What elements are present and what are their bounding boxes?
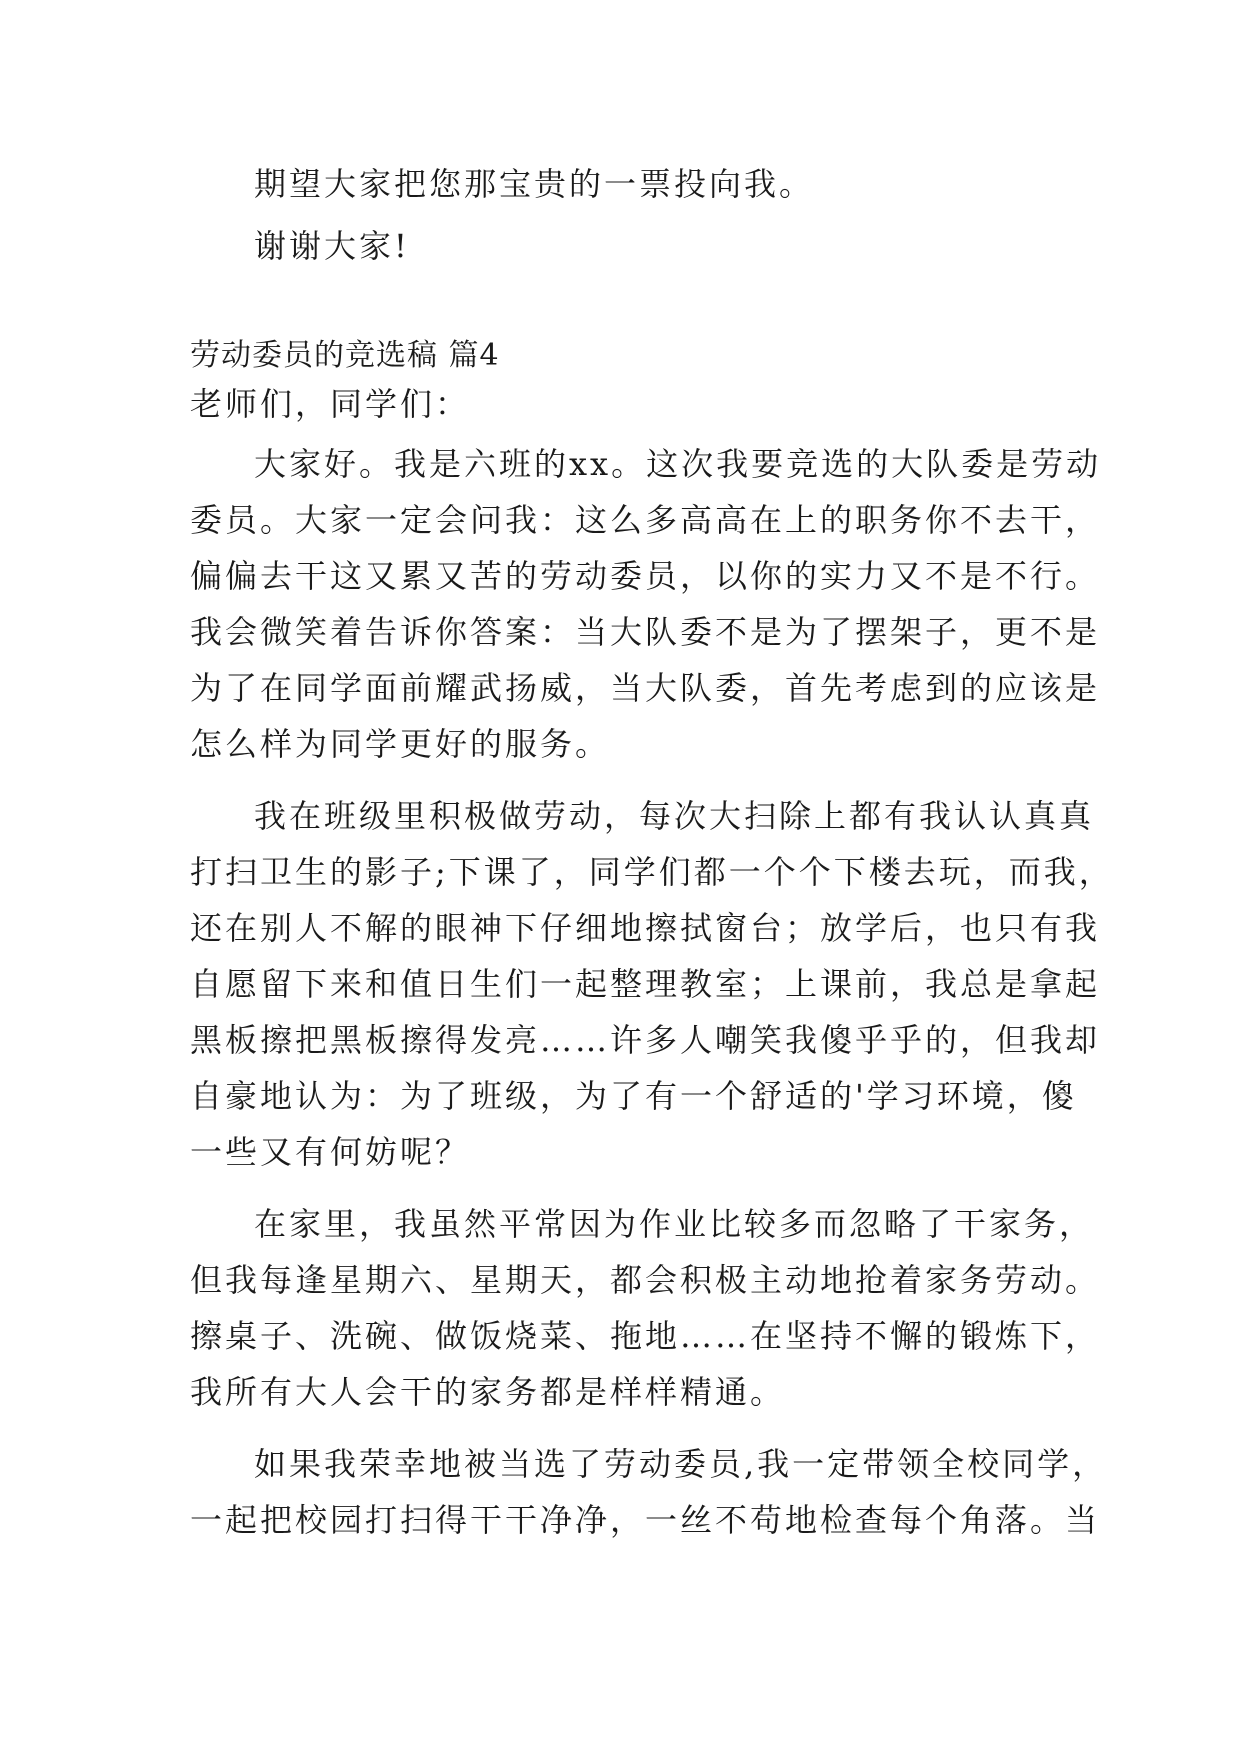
paragraph-line: 但我每逢星期六、星期天，都会积极主动地抢着家务劳动。 [190, 1261, 1101, 1299]
paragraph-line: 还在别人不解的眼神下仔细地擦拭窗台；放学后，也只有我 [190, 909, 1101, 947]
paragraph-line: 一起把校园打扫得干干净净，一丝不苟地检查每个角落。当 [190, 1501, 1101, 1539]
paragraph-line: 自愿留下来和值日生们一起整理教室；上课前，我总是拿起 [190, 965, 1101, 1003]
paragraph-line: 我会微笑着告诉你答案：当大队委不是为了摆架子，更不是 [190, 613, 1101, 651]
paragraph-line: 自豪地认为：为了班级，为了有一个舒适的'学习环境，傻 [190, 1077, 1077, 1115]
paragraph-line: 为了在同学面前耀武扬威，当大队委，首先考虑到的应该是 [190, 669, 1101, 707]
paragraph [190, 436, 1102, 772]
paragraph-line: 我所有大人会干的家务都是样样精通。 [190, 1373, 786, 1411]
paragraph [190, 1196, 1101, 1420]
paragraph [190, 1436, 1108, 1548]
section-title: 劳动委员的竞选稿 篇4 [190, 338, 500, 373]
paragraph-line: 一些又有何妨呢？ [190, 1133, 471, 1171]
paragraph-line: 黑板擦把黑板擦得发亮……许多人嘲笑我傻乎乎的，但我却 [190, 1021, 1101, 1059]
paragraph-line: 偏偏去干这又累又苦的劳动委员，以你的实力又不是不行。 [190, 557, 1101, 595]
paragraph-line: 擦桌子、洗碗、做饭烧菜、拖地……在坚持不懈的锻炼下， [190, 1317, 1101, 1355]
paragraph-line: 大家好。我是六班的xx。这次我要竞选的大队委是劳动 [254, 445, 1102, 483]
paragraph-line: 打扫卫生的影子;下课了，同学们都一个个下楼去玩，而我， [190, 853, 1114, 891]
closing-line: 期望大家把您那宝贵的一票投向我。 [254, 165, 815, 203]
paragraph-line: 委员。大家一定会问我：这么多高高在上的职务你不去干， [190, 501, 1101, 539]
closing-line: 谢谢大家! [254, 227, 410, 265]
paragraph-line: 在家里，我虽然平常因为作业比较多而忽略了干家务， [254, 1205, 1095, 1243]
paragraph-line: 怎么样为同学更好的服务。 [190, 725, 611, 763]
paragraph [190, 788, 1114, 1180]
document-body [190, 160, 1114, 1564]
paragraph-line: 我在班级里积极做劳动，每次大扫除上都有我认认真真 [254, 797, 1095, 835]
salutation: 老师们，同学们： [190, 385, 471, 423]
paragraph-line: 如果我荣幸地被当选了劳动委员,我一定带领全校同学， [254, 1445, 1108, 1483]
